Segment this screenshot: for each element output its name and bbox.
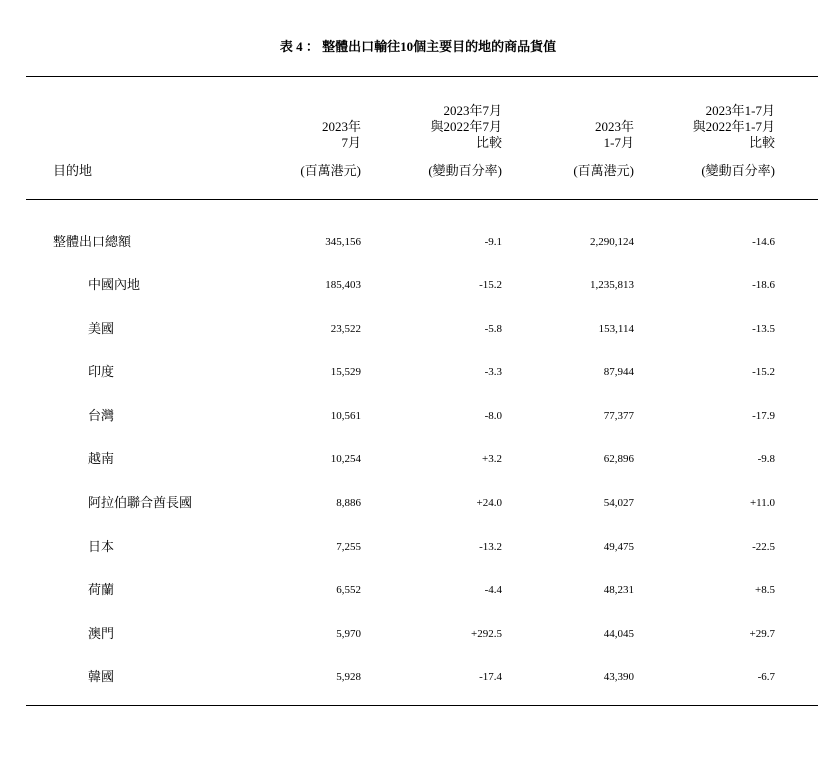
header-line: 比較 bbox=[475, 135, 502, 150]
cell-jul-change: -5.8 bbox=[484, 322, 502, 335]
cell-destination: 韓國 bbox=[88, 669, 115, 685]
cell-jul-change: -13.2 bbox=[479, 540, 502, 553]
cell-jan-jul-2023: 2,290,124 bbox=[590, 236, 634, 248]
cell-destination: 台灣 bbox=[88, 407, 115, 423]
table-row bbox=[0, 580, 840, 600]
cell-jul-change: +24.0 bbox=[476, 497, 502, 509]
cell-jan-jul-change: +29.7 bbox=[749, 627, 775, 640]
bottom-rule bbox=[26, 705, 818, 706]
cell-jan-jul-2023: 43,390 bbox=[603, 671, 634, 684]
cell-jan-jul-2023: 153,114 bbox=[598, 322, 634, 335]
header-col-jan-jul-change bbox=[615, 103, 775, 151]
header-line: 2023年1-7月 bbox=[705, 103, 775, 118]
cell-jan-jul-change: -13.5 bbox=[752, 322, 775, 335]
cell-destination: 整體出口總額 bbox=[53, 234, 132, 249]
cell-jul-2023: 23,522 bbox=[330, 322, 361, 335]
cell-jan-jul-change: -18.6 bbox=[752, 279, 775, 291]
cell-jul-2023: 5,970 bbox=[336, 627, 361, 640]
cell-jul-2023: 15,529 bbox=[330, 366, 361, 379]
table-row bbox=[0, 319, 840, 339]
header-destination: 目的地 bbox=[53, 163, 93, 178]
cell-destination: 荷蘭 bbox=[88, 582, 115, 598]
header-line: 比較 bbox=[748, 135, 775, 150]
cell-jan-jul-change: -14.6 bbox=[752, 236, 775, 248]
cell-jan-jul-2023: 1,235,813 bbox=[590, 279, 634, 291]
header-line: 與2022年1-7月 bbox=[692, 119, 775, 134]
cell-jul-change: -15.2 bbox=[479, 279, 502, 291]
cell-destination: 印度 bbox=[88, 364, 115, 380]
cell-jan-jul-change: -6.7 bbox=[757, 671, 775, 684]
cell-jul-2023: 8,886 bbox=[336, 497, 361, 509]
cell-jul-change: -9.1 bbox=[484, 236, 502, 248]
cell-destination: 日本 bbox=[88, 538, 115, 554]
header-rule bbox=[26, 199, 818, 200]
cell-jul-change: +3.2 bbox=[482, 453, 502, 466]
cell-destination: 越南 bbox=[88, 451, 115, 467]
cell-jan-jul-2023: 44,045 bbox=[603, 627, 634, 640]
header-unit-jan-jul-2023: (百萬港元) bbox=[573, 163, 634, 178]
table-row bbox=[0, 493, 840, 513]
header-line: 2023年 bbox=[594, 119, 634, 134]
cell-jul-2023: 185,403 bbox=[325, 279, 361, 291]
cell-destination: 澳門 bbox=[88, 625, 115, 641]
table-row bbox=[0, 362, 840, 382]
cell-jan-jul-2023: 77,377 bbox=[603, 409, 634, 422]
table-row bbox=[0, 667, 840, 687]
cell-jul-change: -3.3 bbox=[484, 366, 502, 379]
cell-jul-2023: 6,552 bbox=[336, 584, 361, 597]
cell-jul-2023: 10,561 bbox=[330, 409, 361, 422]
header-unit-jul-change: (變動百分率) bbox=[428, 163, 502, 178]
cell-jan-jul-change: +11.0 bbox=[749, 497, 775, 509]
header-unit-jan-jul-change: (變動百分率) bbox=[701, 163, 775, 178]
header-line: 與2022年7月 bbox=[430, 119, 502, 134]
cell-destination: 美國 bbox=[88, 320, 115, 336]
cell-destination: 中國內地 bbox=[88, 277, 141, 292]
cell-jul-change: +292.5 bbox=[471, 627, 502, 640]
header-line: 7月 bbox=[341, 135, 361, 150]
cell-jul-2023: 5,928 bbox=[336, 671, 361, 684]
table-row bbox=[0, 449, 840, 469]
cell-jan-jul-change: -22.5 bbox=[752, 540, 775, 553]
header-col-jan-jul-2023 bbox=[474, 119, 634, 151]
table-row-total bbox=[0, 232, 840, 252]
cell-jan-jul-change: -9.8 bbox=[757, 453, 775, 466]
header-line: 2023年 bbox=[321, 119, 361, 134]
cell-jan-jul-2023: 54,027 bbox=[603, 497, 634, 509]
cell-jul-change: -4.4 bbox=[484, 584, 502, 597]
cell-jan-jul-2023: 62,896 bbox=[603, 453, 634, 466]
table-title: 表 4 ： 整體出口輸往10個主要目的地的商品貨值 bbox=[279, 39, 557, 54]
cell-jan-jul-change: +8.5 bbox=[755, 584, 775, 597]
header-line: 2023年7月 bbox=[443, 103, 502, 118]
cell-jan-jul-2023: 87,944 bbox=[603, 366, 634, 379]
cell-jan-jul-change: -17.9 bbox=[752, 409, 775, 422]
top-rule bbox=[26, 76, 818, 77]
cell-jan-jul-2023: 48,231 bbox=[603, 584, 634, 597]
cell-jul-2023: 345,156 bbox=[325, 236, 361, 248]
cell-jan-jul-change: -15.2 bbox=[752, 366, 775, 379]
header-unit-jul-2023: (百萬港元) bbox=[300, 163, 361, 178]
cell-destination: 阿拉伯聯合酋長國 bbox=[88, 495, 193, 510]
cell-jul-2023: 10,254 bbox=[330, 453, 361, 466]
cell-jul-change: -8.0 bbox=[484, 409, 502, 422]
table-row bbox=[0, 537, 840, 557]
table-row bbox=[0, 275, 840, 295]
header-col-jul-2023 bbox=[201, 119, 361, 151]
header-line: 1-7月 bbox=[603, 135, 634, 150]
cell-jul-change: -17.4 bbox=[479, 671, 502, 684]
cell-jul-2023: 7,255 bbox=[336, 540, 361, 553]
cell-jan-jul-2023: 49,475 bbox=[603, 540, 634, 553]
table-row bbox=[0, 624, 840, 644]
table-row bbox=[0, 406, 840, 426]
